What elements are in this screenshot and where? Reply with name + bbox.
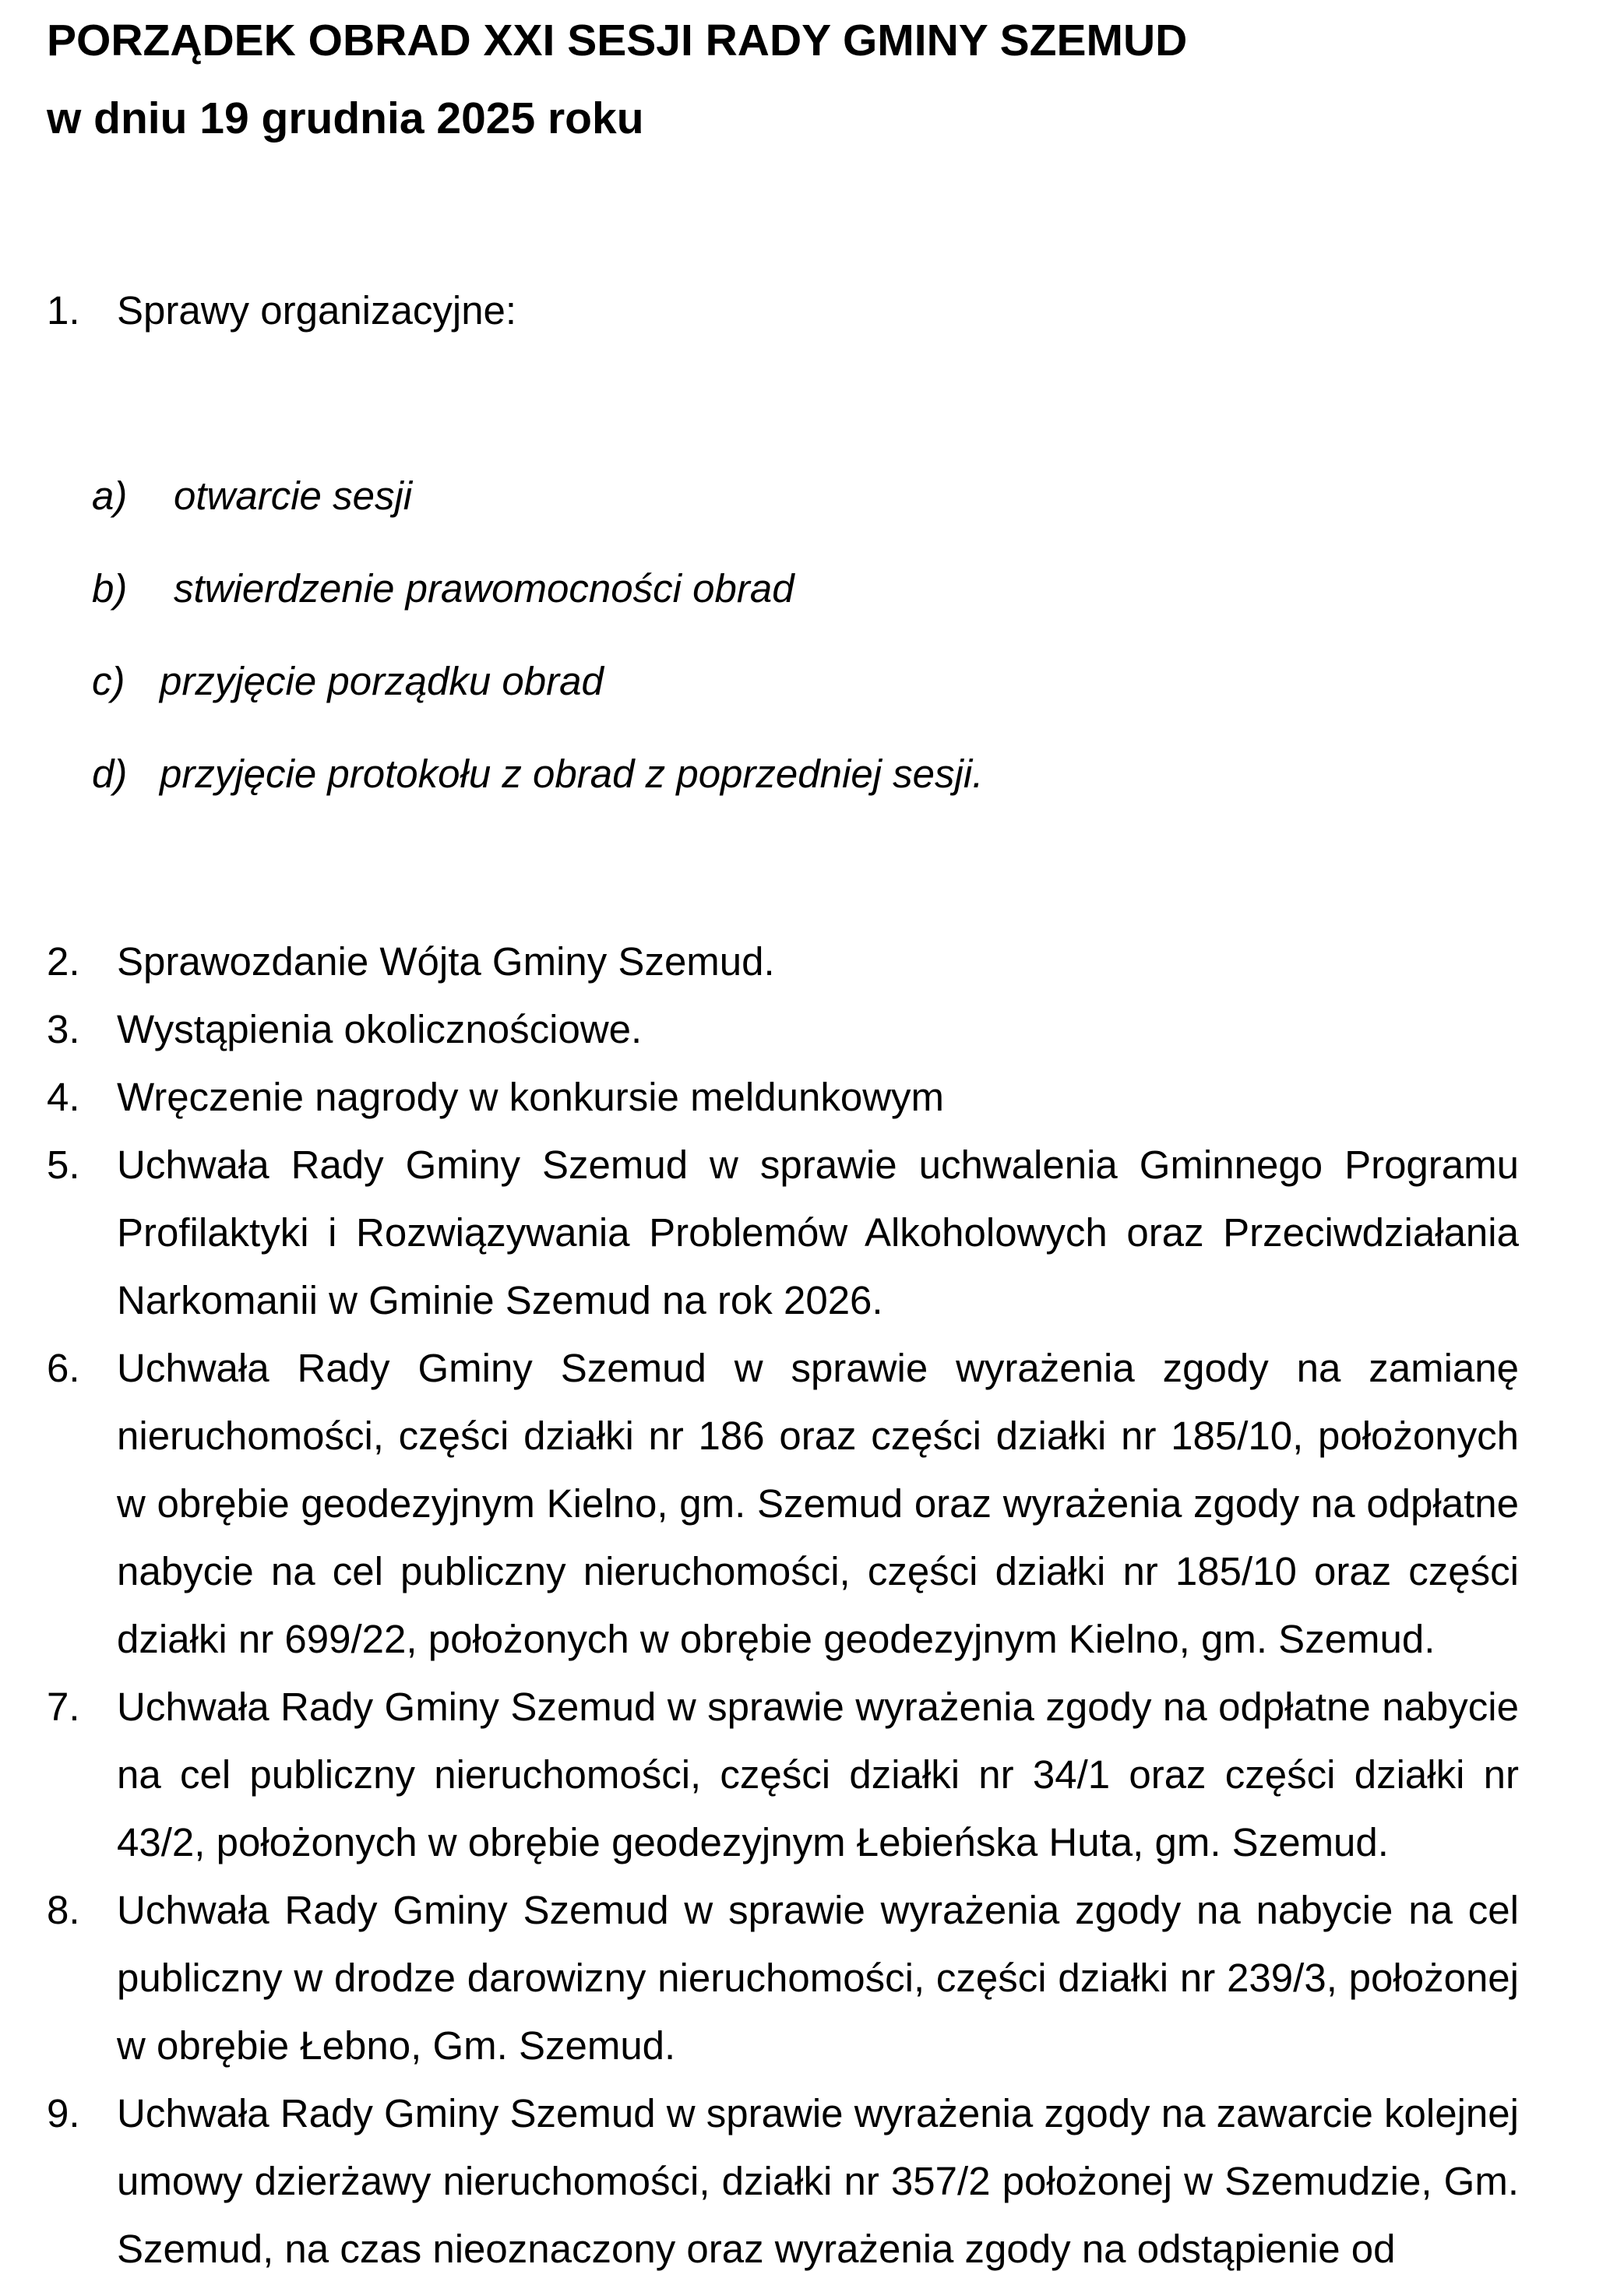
sub-list-item-marker: c) — [92, 659, 125, 703]
sub-list-item-a — [47, 449, 1519, 542]
list-item-3 — [47, 995, 1519, 1063]
sub-list-item-b — [47, 542, 1519, 635]
sub-list-item-text: przyjęcie protokołu z obrad z poprzedniej sesji. — [160, 752, 984, 796]
sub-list — [47, 449, 1519, 820]
list-item-8 — [47, 1876, 1519, 2079]
list-item-text: Wystąpienia okolicznościowe. — [117, 1007, 643, 1051]
list-item-marker: 9. — [47, 2091, 80, 2135]
sub-list-item-text: stwierdzenie prawomocności obrad — [174, 566, 794, 611]
sub-list-item-c — [47, 635, 1519, 727]
list-item-marker: 2. — [47, 939, 80, 984]
main-list — [47, 928, 1519, 2271]
page-title-line2: w dniu 19 grudnia 2025 roku — [47, 93, 644, 143]
list-item-text: Sprawy organizacyjne: — [117, 288, 517, 333]
list-item-marker: 7. — [47, 1685, 80, 1729]
list-item-text: Uchwała Rady Gminy Szemud w sprawie uchwalenia Gminnego Programu Profilaktyki i Rozwiązywania Problemów Alkoholowych oraz Przeciwdziałania Narkomanii w Gminie Szemud na rok 2026. — [117, 1143, 1519, 1322]
list-item-marker: 6. — [47, 1346, 80, 1390]
list-item-9 — [47, 2079, 1519, 2271]
sub-list-item-marker: d) — [92, 752, 128, 796]
sub-list-item-marker: b) — [92, 566, 128, 611]
list-item-marker: 1. — [47, 288, 80, 333]
list-item-2 — [47, 928, 1519, 995]
list-item-text: Uchwała Rady Gminy Szemud w sprawie wyrażenia zgody na nabycie na cel publiczny w drodze darowizny nieruchomości, części działki nr 239/3, położonej w obrębie Łebno, Gm. Szemud. — [117, 1888, 1519, 2068]
list-item-6 — [47, 1334, 1519, 1673]
sub-list-item-text: przyjęcie porządku obrad — [160, 659, 604, 703]
sub-list-item-text: otwarcie sesji — [174, 474, 413, 518]
list-item-text: Uchwała Rady Gminy Szemud w sprawie wyrażenia zgody na zamianę nieruchomości, części działki nr 186 oraz części działki nr 185/10, położonych w obrębie geodezyjnym Kielno, gm. Szemud oraz wyrażenia zgody na odpłatne nabycie na cel publiczny nieruchomości, części działki nr 185/10 oraz części działki nr 699/22, położonych w obrębie geodezyjnym Kielno, gm. Szemud. — [117, 1346, 1519, 1661]
list-item-marker: 3. — [47, 1007, 80, 1051]
list-item-text: Uchwała Rady Gminy Szemud w sprawie wyrażenia zgody na odpłatne nabycie na cel publiczny nieruchomości, części działki nr 34/1 oraz części działki nr 43/2, położonych w obrębie geodezyjnym Łebieńska Huta, gm. Szemud. — [117, 1685, 1519, 1864]
list-item-marker: 8. — [47, 1888, 80, 1932]
sub-list-item-marker: a) — [92, 474, 128, 518]
sub-list-item-d — [47, 727, 1519, 820]
list-item-5 — [47, 1131, 1519, 1334]
list-item-marker: 5. — [47, 1143, 80, 1187]
page-title-line1: PORZĄDEK OBRAD XXI SESJI RADY GMINY SZEMUD — [47, 16, 1188, 65]
list-item-text: Wręczenie nagrody w konkursie meldunkowym — [117, 1075, 945, 1119]
list-item-7 — [47, 1673, 1519, 1876]
list-item-1 — [47, 264, 1519, 357]
list-item-text: Uchwała Rady Gminy Szemud w sprawie wyrażenia zgody na zawarcie kolejnej umowy dzierżawy nieruchomości, działki nr 357/2 położonej w Szemudzie, Gm. Szemud, na czas nieoznaczony oraz wyrażenia zgody na odstąpienie od — [117, 2091, 1519, 2271]
list-item-4 — [47, 1063, 1519, 1131]
list-item-marker: 4. — [47, 1075, 80, 1119]
list-item-text: Sprawozdanie Wójta Gminy Szemud. — [117, 939, 775, 984]
